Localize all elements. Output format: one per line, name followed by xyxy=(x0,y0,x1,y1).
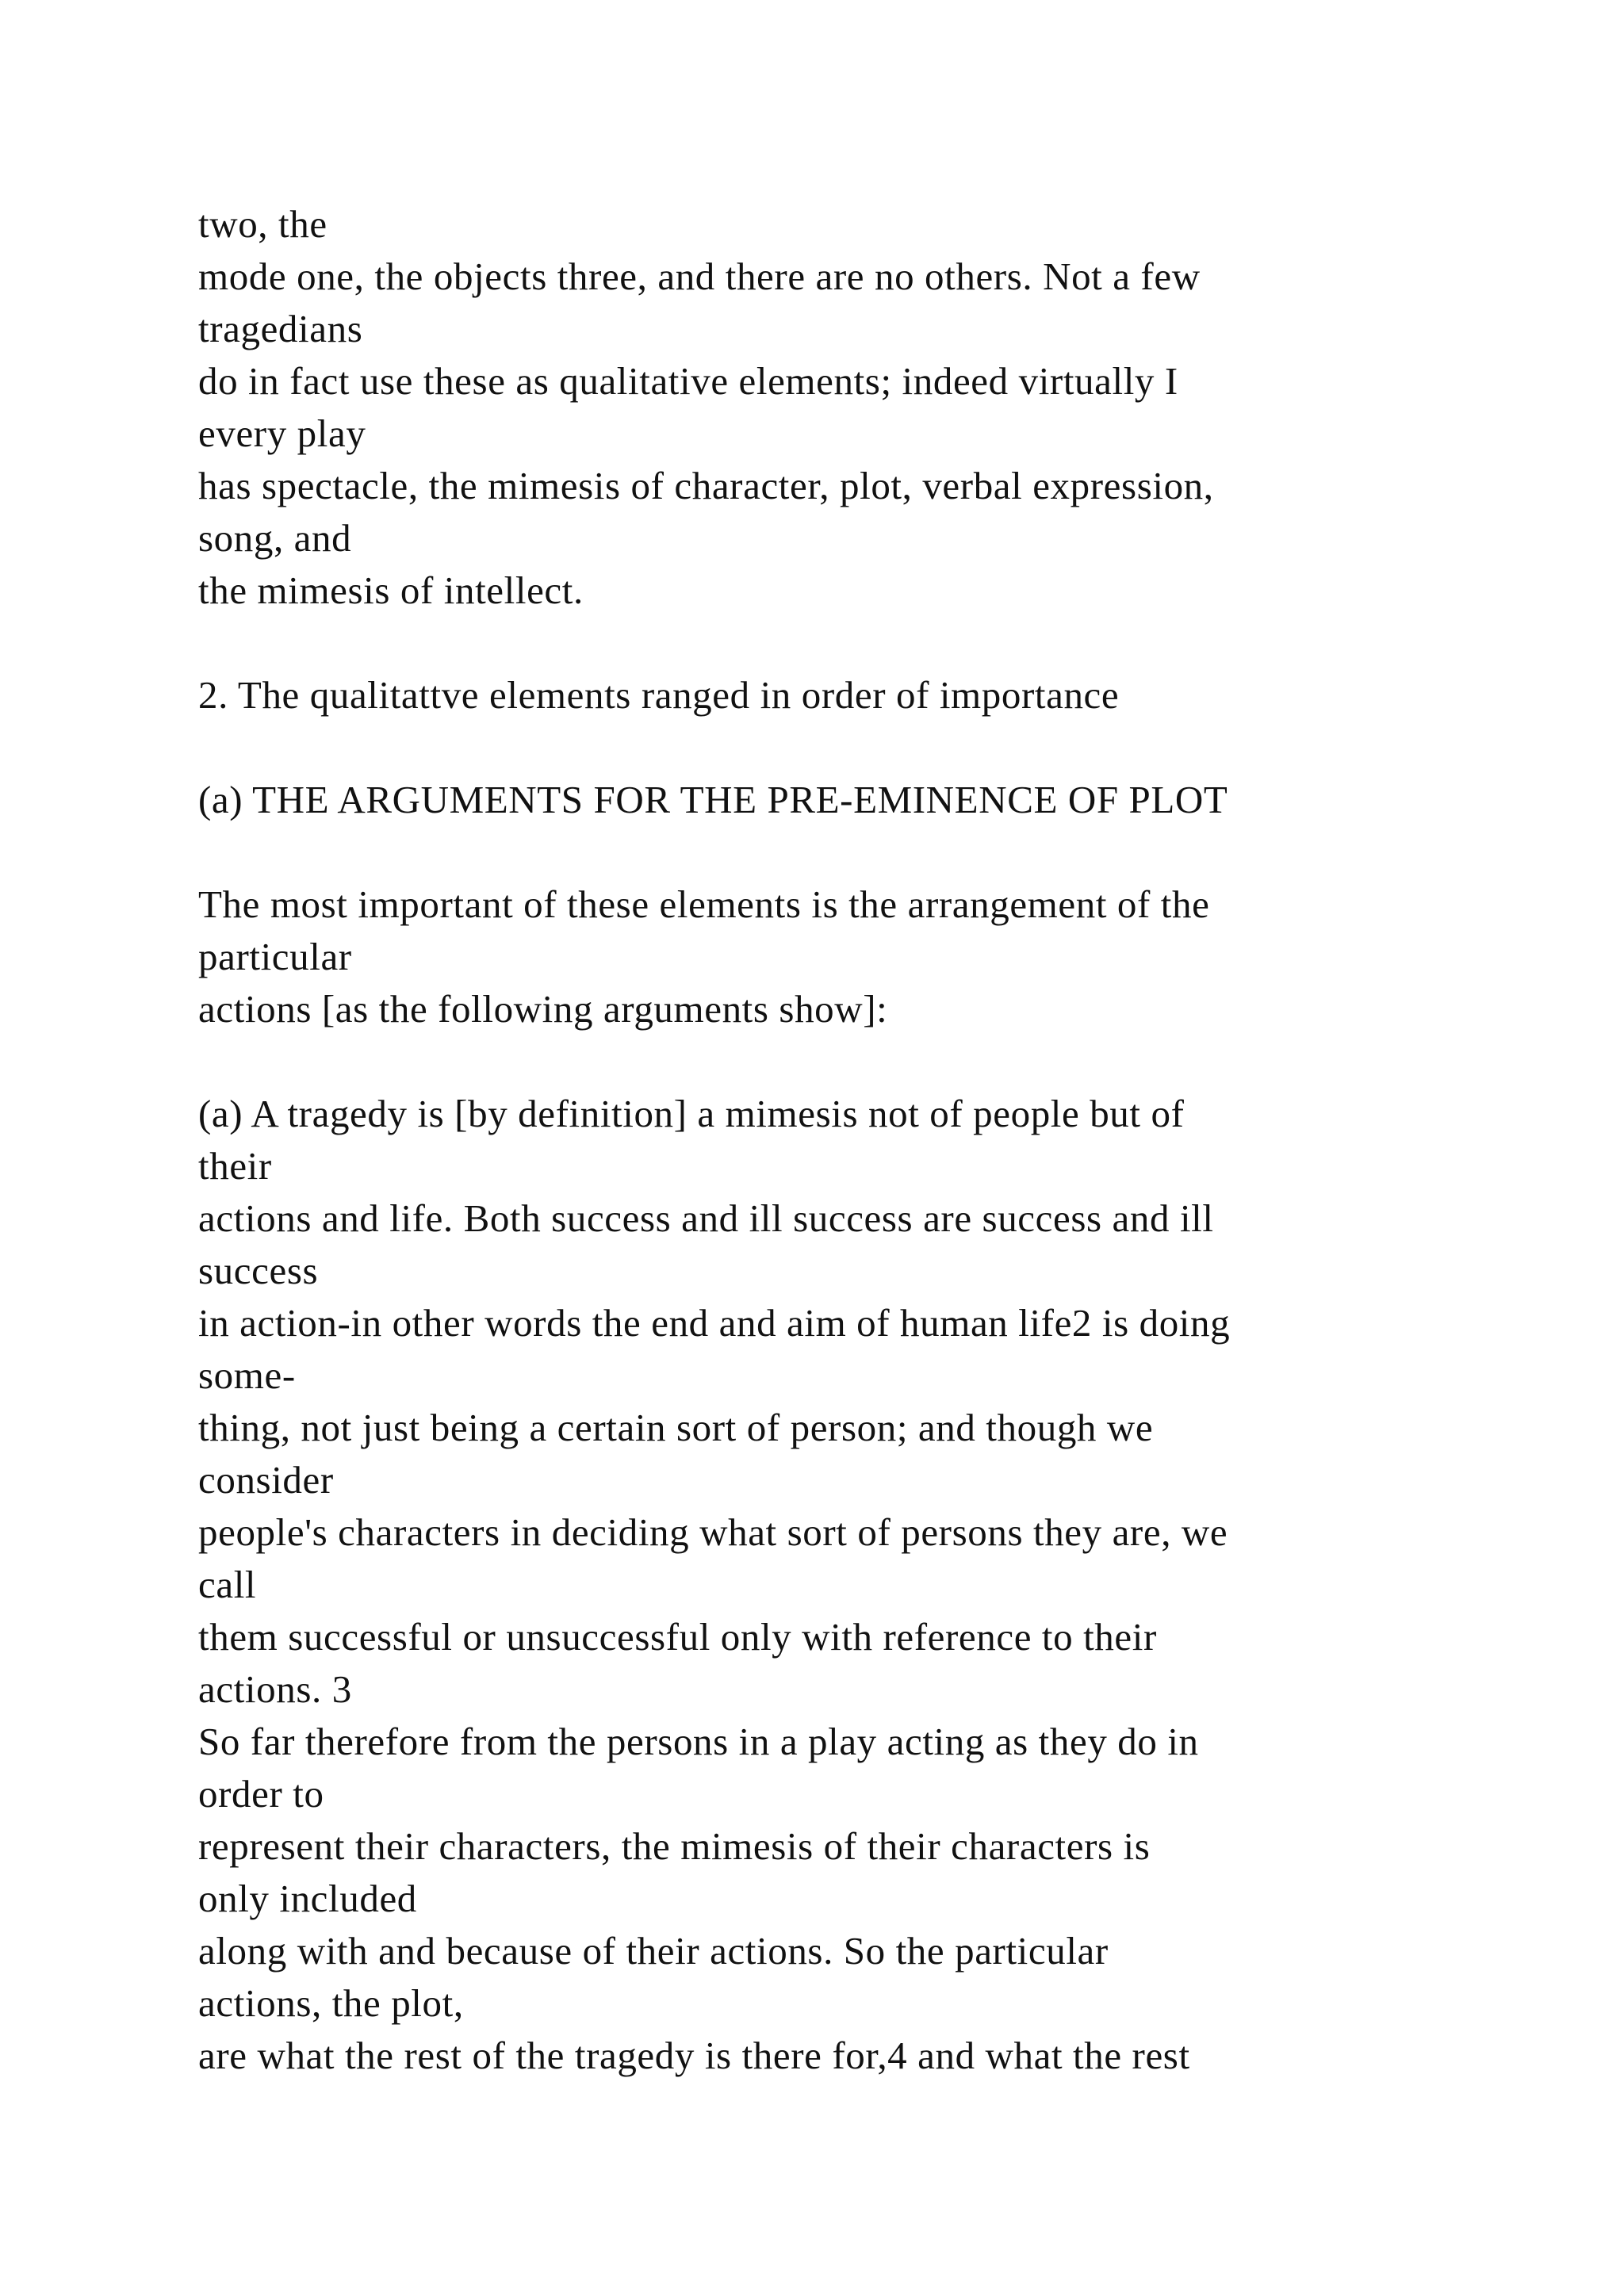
text-line: actions, the plot, xyxy=(198,1981,464,2025)
text-line: along with and because of their actions. So the particular xyxy=(198,1929,1109,1973)
text-line: them successful or unsuccessful only with reference to their xyxy=(198,1615,1157,1659)
text-line: order to xyxy=(198,1772,324,1816)
text-line: particular xyxy=(198,935,352,978)
text-line: call xyxy=(198,1563,257,1606)
text-line: thing, not just being a certain sort of person; and though we xyxy=(198,1406,1154,1449)
text-line: actions and life. Both success and ill success are success and ill xyxy=(198,1196,1214,1240)
text-line: 2. The qualitattve elements ranged in order of importance xyxy=(198,673,1120,717)
text-line: (a) THE ARGUMENTS FOR THE PRE-EMINENCE OF PLOT xyxy=(198,778,1228,821)
text-line: two, the xyxy=(198,202,327,246)
text-line: mode one, the objects three, and there are no others. Not a few xyxy=(198,254,1201,298)
text-line: actions. 3 xyxy=(198,1667,352,1711)
text-line: are what the rest of the tragedy is there for,4 and what the rest xyxy=(198,2034,1190,2077)
document-body-text xyxy=(198,198,1507,2082)
text-line: tragedians xyxy=(198,307,363,350)
blank-line xyxy=(198,1035,1507,1088)
text-line: represent their characters, the mimesis of their characters is xyxy=(198,1824,1151,1868)
text-line: the mimesis of intellect. xyxy=(198,568,584,612)
text-line: actions [as the following arguments show]: xyxy=(198,987,888,1031)
text-line: song, and xyxy=(198,516,352,560)
text-line: success xyxy=(198,1249,319,1292)
blank-line xyxy=(198,721,1507,774)
blank-line xyxy=(198,617,1507,669)
blank-line xyxy=(198,826,1507,878)
text-line: The most important of these elements is the arrangement of the xyxy=(198,882,1210,926)
text-line: some- xyxy=(198,1353,296,1397)
text-line: only included xyxy=(198,1877,417,1920)
text-line: in action-in other words the end and aim of human life2 is doing xyxy=(198,1301,1231,1345)
text-line: every play xyxy=(198,411,366,455)
text-line: people's characters in deciding what sort of persons they are, we xyxy=(198,1510,1228,1554)
text-line: has spectacle, the mimesis of character, plot, verbal expression, xyxy=(198,464,1214,507)
text-line: their xyxy=(198,1144,272,1188)
text-line: So far therefore from the persons in a play acting as they do in xyxy=(198,1720,1199,1763)
text-line: consider xyxy=(198,1458,334,1502)
text-line: do in fact use these as qualitative elements; indeed virtually I xyxy=(198,359,1178,403)
text-line: (a) A tragedy is [by definition] a mimesis not of people but of xyxy=(198,1092,1185,1135)
